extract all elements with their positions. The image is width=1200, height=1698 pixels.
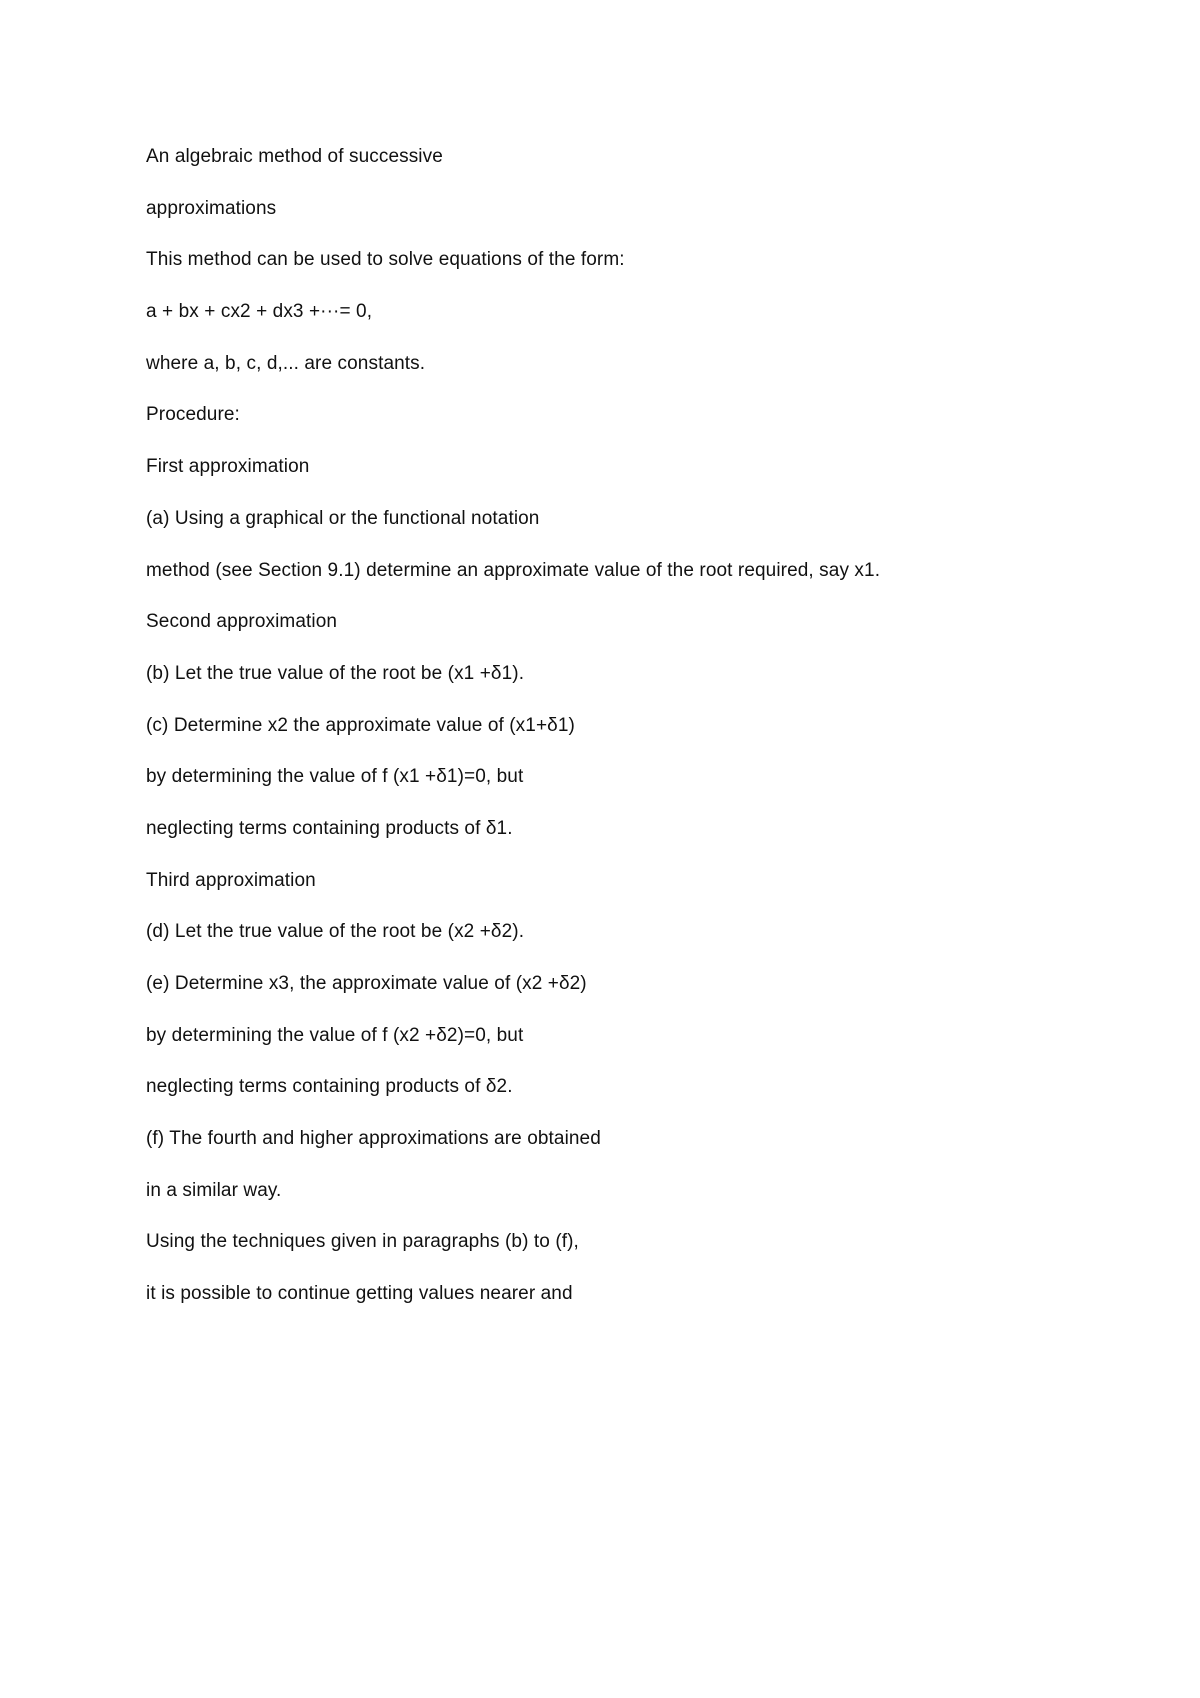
conclusion-line-2: it is possible to continue getting values nearer and — [146, 1283, 573, 1305]
second-approximation-heading: Second approximation — [146, 611, 338, 633]
conclusion-line-1: Using the techniques given in paragraphs (b) to (f), — [146, 1231, 579, 1253]
procedure-heading: Procedure: — [146, 404, 240, 426]
step-c-line-2: by determining the value of f (x1 +δ1)=0, but — [146, 766, 524, 788]
step-a-line-2: method (see Section 9.1) determine an approximate value of the root required, say x1. — [146, 559, 881, 581]
document-title-line-1: An algebraic method of successive — [146, 146, 443, 167]
equation-line: a + bx + cx2 + dx3 +···= 0, — [146, 301, 373, 323]
step-c-line-1: (c) Determine x2 the approximate value of (x1+δ1) — [146, 714, 575, 736]
constants-note: where a, b, c, d,... are constants. — [146, 352, 426, 374]
step-b: (b) Let the true value of the root be (x1 +δ1). — [146, 662, 525, 684]
step-d: (d) Let the true value of the root be (x2 +δ2). — [146, 921, 525, 943]
first-approximation-heading: First approximation — [146, 456, 310, 478]
step-a-line-1: (a) Using a graphical or the functional notation — [146, 507, 540, 529]
third-approximation-heading: Third approximation — [146, 869, 316, 891]
document-title-line-2: approximations — [146, 197, 277, 219]
step-e-line-3: neglecting terms containing products of δ2. — [146, 1076, 513, 1098]
intro-text: This method can be used to solve equations of the form: — [146, 249, 625, 271]
step-c-line-3: neglecting terms containing products of δ1. — [146, 817, 513, 839]
step-f-line-2: in a similar way. — [146, 1179, 282, 1201]
document-body — [146, 146, 1126, 1335]
step-e-line-2: by determining the value of f (x2 +δ2)=0, but — [146, 1024, 524, 1046]
step-e-line-1: (e) Determine x3, the approximate value of (x2 +δ2) — [146, 973, 587, 994]
step-f-line-1: (f) The fourth and higher approximations are obtained — [146, 1128, 601, 1150]
